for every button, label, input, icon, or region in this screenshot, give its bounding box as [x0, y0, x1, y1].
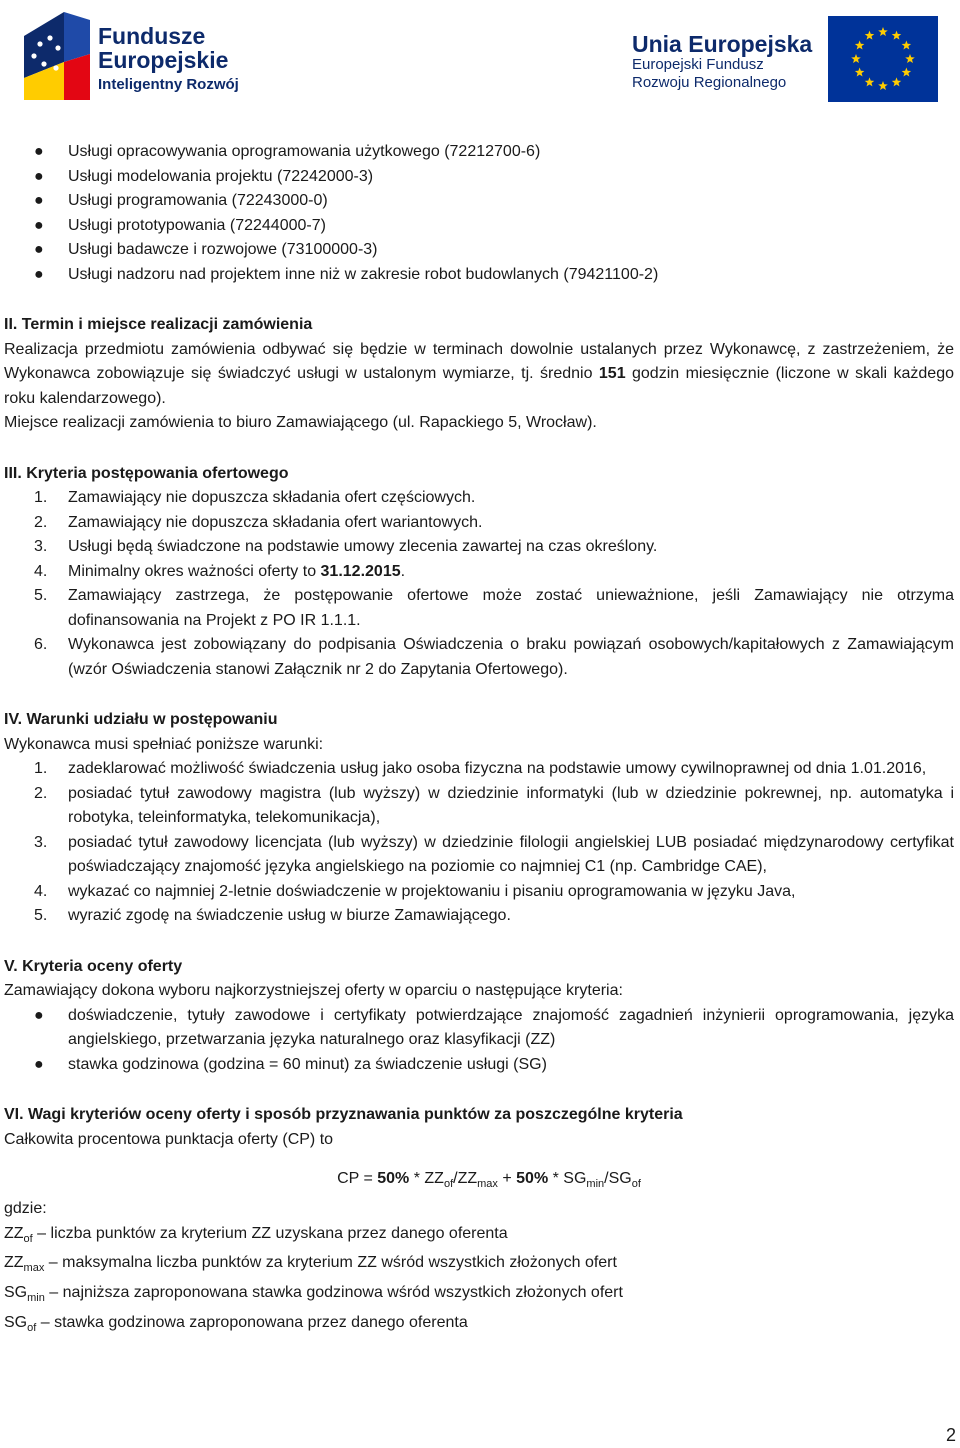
fe-logo-line1: Fundusze [98, 23, 206, 49]
list-item: ● Usługi modelowania projektu (72242000-3) [4, 165, 954, 190]
fundusze-europejskie-logo [20, 8, 280, 108]
section-3-title: III. Kryteria postępowania ofertowego [4, 464, 289, 482]
gdzie-label: gdzie: [4, 1200, 47, 1218]
section-4-intro: Wykonawca musi spełniać poniższe warunki: [4, 735, 324, 753]
definition-row: $SG_{of}$ – stawka godzinowa zaproponowana przez danego oferenta [4, 1313, 468, 1334]
list-item: ● stawka godzinowa (godzina = 60 minut) za świadczenie usługi (SG) [4, 1053, 954, 1078]
bullet-icon: ● [34, 241, 44, 258]
bullet-icon: ● [34, 143, 44, 160]
page-header [0, 0, 960, 110]
fe-logo-line3: Inteligentny Rozwój [98, 76, 239, 93]
section-6-title: VI. Wagi kryteriów oceny oferty i sposób przyznawania punktów za poszczególne kryteria [4, 1106, 683, 1123]
section-2-title: II. Termin i miejsce realizacji zamówienia [4, 316, 313, 333]
list-item: ● Usługi prototypowania (72244000-7) [4, 214, 954, 239]
services-list [4, 140, 954, 287]
section-6-intro: Całkowita procentowa punktacja oferty (CP) to [4, 1130, 334, 1148]
list-item: 1. zadeklarować możliwość świadczenia usług jako osoba fizyczna na podstawie umowy cywilnoprawnej od dnia 1.01.2016, [34, 760, 927, 777]
page-number: 2 [945, 1425, 956, 1445]
list-item: 5. wyrazić zgodę na świadczenie usług w biurze Zamawiającego. [34, 907, 511, 924]
list-item: 3. Usługi będą świadczone na podstawie umowy zlecenia zawartej na czas określony. [34, 538, 658, 555]
section-2-paragraph-2: Miejsce realizacji zamówienia to biuro Zamawiającego (ul. Rapackiego 5, Wrocław). [4, 414, 597, 431]
list-item: ● Usługi nadzoru nad projektem inne niż w zakresie robot budowlanych (79421100-2) [4, 263, 954, 288]
bullet-icon: ● [34, 167, 44, 185]
section-3 [4, 462, 954, 683]
definition-row: $ZZ_{of}$ – liczba punktów za kryterium ZZ uzyskana przez danego oferenta [4, 1224, 508, 1245]
ue-logo-line3: Rozwoju Regionalnego [632, 74, 787, 91]
bullet-icon: ● [34, 265, 44, 283]
list-item: ● doświadczenie, tytuły zawodowe i certyfikaty potwierdzające znajomość zagadnień inżynierii oprogramowania, języka angielskiego, przetwarzania języka naturalnego oraz klasyfikacji (ZZ) [4, 1004, 954, 1053]
list-item: 4. Minimalny okres ważności oferty to 31.12.2015. [34, 562, 406, 580]
document-body [4, 140, 954, 1340]
list-item: 4. wykazać co najmniej 2-letnie doświadczenie w projektowaniu i pisaniu oprogramowania w języku Java, [34, 882, 796, 900]
ue-logo-line1: Unia Europejska [632, 31, 813, 57]
definition-row: $ZZ_{max}$ – maksymalna liczba punktów za kryterium ZZ wśród wszystkich złożonych ofert [4, 1254, 617, 1275]
list-item: 2. Zamawiający nie dopuszcza składania ofert wariantowych. [34, 513, 483, 531]
bullet-icon: ● [34, 1006, 44, 1024]
section-4-title: IV. Warunki udziału w postępowaniu [4, 711, 278, 728]
list-item: ● Usługi opracowywania oprogramowania użytkowego (72212700-6) [4, 140, 954, 165]
ue-logo-line2: Europejski Fundusz [632, 56, 764, 73]
list-item: 1. Zamawiający nie dopuszcza składania ofert częściowych. [34, 489, 476, 506]
section-5-title: V. Kryteria oceny oferty [4, 957, 183, 975]
fundusze-europejskie-mark-icon [20, 8, 92, 104]
list-item: 5. Zamawiający zastrzega, że postępowanie ofertowe może zostać unieważnione, jeśli Zamawiający nie otrzyma dofinansowania na Projekt z PO IR 1.1.1. [34, 587, 954, 629]
eu-flag-icon [828, 16, 938, 102]
list-item: ● Usługi badawcze i rozwojowe (73100000-3) [4, 238, 954, 263]
section-5 [4, 955, 954, 1078]
scoring-formula: CP = $50\% * ZZ_{of}/ZZ_{max} + 50\% * SG_{min}/SG_{of}$ [337, 1170, 641, 1191]
section-5-intro: Zamawiający dokona wyboru najkorzystniejszej oferty w oparciu o następujące kryteria: [4, 982, 623, 999]
bullet-icon: ● [34, 192, 44, 209]
fe-logo-line2: Europejskie [98, 47, 229, 73]
section-2 [4, 313, 954, 436]
bullet-icon: ● [34, 216, 44, 234]
bullet-icon: ● [34, 1055, 44, 1073]
section-6 [4, 1103, 954, 1340]
list-item: 2. posiadać tytuł zawodowy magistra (lub wyższy) w dziedzinie informatyki (lub w dziedzinie pokrewnej, np. automatyka i robotyka, teleinformatyka, telekomunikacja), [34, 784, 954, 826]
section-4 [4, 708, 954, 929]
definition-row: $SG_{min}$ – najniższa zaproponowana stawka godzinowa wśród wszystkich złożonych ofert [4, 1284, 623, 1305]
unia-europejska-logo [632, 16, 942, 106]
list-item: 6. Wykonawca jest zobowiązany do podpisania Oświadczenia o braku powiązań osobowych/kapitałowych z Zamawiającym (wzór Oświadczenia stanowi Załącznik nr 2 do Zapytania Ofertowego). [34, 636, 954, 678]
list-item: ● Usługi programowania (72243000-0) [4, 189, 954, 214]
section-2-paragraph-1: Realizacja przedmiotu zamówienia odbywać się będzie w terminach dowolnie ustalanych przez Wykonawcę, z zastrzeżeniem, że Wykonawca zobowiązuje się świadczyć usługi w ustalonym wymiarze, tj. średnio 151 godzin miesięcznie (liczone w skali każdego roku kalendarzowego). [4, 340, 955, 407]
list-item: 3. posiadać tytuł zawodowy licencjata (lub wyższy) w dziedzinie filologii angielskiej LUB posiadać międzynarodowy certyfikat poświadczający znajomość języka angielskiego na poziomie co najmniej C1 (np. Cambridge CAE), [34, 833, 954, 875]
